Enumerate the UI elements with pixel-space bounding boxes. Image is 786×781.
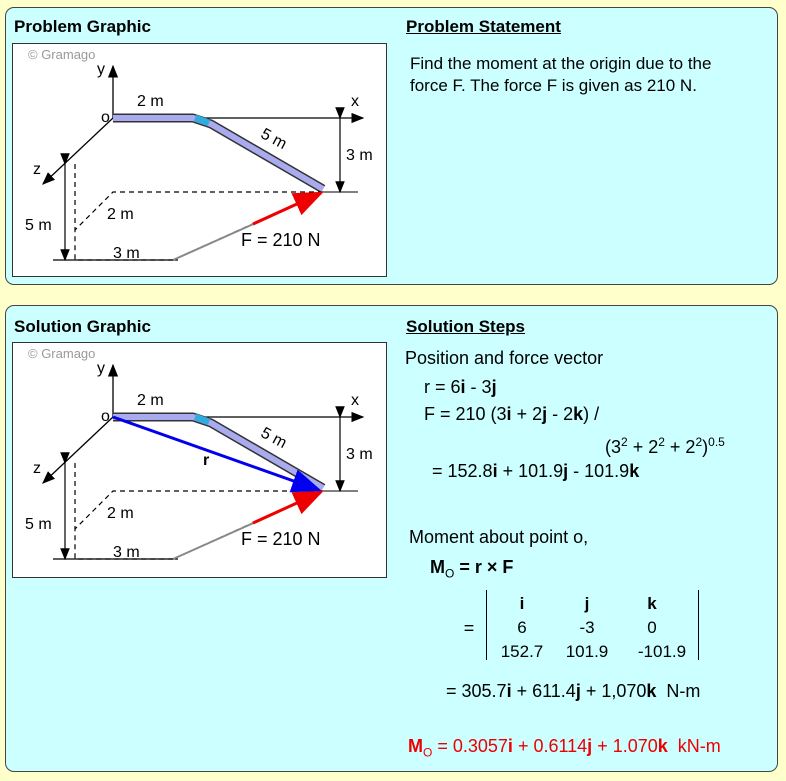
- problem-panel: [5, 7, 778, 285]
- z-axis-label: z: [33, 460, 41, 477]
- y-axis-label: y: [97, 61, 105, 78]
- pipe-elbow: [195, 118, 209, 123]
- r-label: r: [203, 452, 210, 469]
- matrix-h3: k: [647, 594, 657, 613]
- matrix-left-bar: [486, 590, 487, 660]
- matrix-r2c1: 152.7: [500, 642, 544, 661]
- step-f-result: = 152.8i + 101.9j - 101.9k: [432, 461, 640, 481]
- dim-5m-left-label: 5 m: [25, 516, 52, 533]
- watermark-text: © Gramago: [28, 346, 96, 361]
- solution-panel: [5, 305, 778, 772]
- origin-label: o: [101, 109, 110, 126]
- matrix-right-bar: [698, 590, 699, 660]
- step-position-force: Position and force vector: [405, 348, 604, 368]
- step-r-vector: r = 6i - 3j: [424, 377, 497, 397]
- step-moment-result: = 305.7i + 611.4j + 1,070k N-m: [446, 681, 701, 701]
- pipe-body: [113, 118, 323, 189]
- pipe-elbow: [195, 417, 209, 422]
- matrix-h2: j: [584, 594, 590, 613]
- dim-3m-right-label: 3 m: [346, 147, 373, 164]
- dim-5m-diag-label: 5 m: [257, 424, 290, 453]
- force-arrow: [253, 492, 321, 523]
- problem-figure: [12, 43, 387, 277]
- matrix-r2c2: 101.9: [565, 642, 609, 661]
- x-axis-label: x: [351, 392, 359, 409]
- dim-5m-left-label: 5 m: [25, 217, 52, 234]
- matrix-r2c3: -101.9: [637, 642, 687, 661]
- step-f-vector: F = 210 (3i + 2j - 2k) /: [424, 404, 600, 424]
- matrix-r1c1: 6: [517, 618, 527, 637]
- dim-3m-right-label: 3 m: [346, 446, 373, 463]
- force-arrow: [253, 193, 321, 224]
- dim-5m-diag-label: 5 m: [257, 125, 290, 154]
- z-axis-line: [43, 118, 113, 184]
- z-axis-line: [43, 417, 113, 483]
- problem-graphic-header: Problem Graphic: [14, 17, 151, 36]
- origin-label: o: [101, 408, 110, 425]
- y-axis-label: y: [97, 360, 105, 377]
- dim-2m-top-label: 2 m: [137, 93, 164, 110]
- dim-2m-floor-label: 2 m: [107, 206, 134, 223]
- step-moment-about-o: Moment about point o,: [409, 527, 589, 547]
- matrix-equals: =: [463, 618, 475, 638]
- final-answer: $M_O = 0.3057i + 0.6114j + 1.070k$ kN-m: [408, 736, 721, 760]
- step-mo-definition: $M_O = r \times F$: [430, 557, 514, 581]
- statement-line-2: force F. The force F is given as 210 N.: [410, 76, 697, 95]
- force-label: F = 210 N: [241, 529, 321, 549]
- x-axis-label: x: [351, 93, 359, 110]
- matrix-r1c3: 0: [647, 618, 657, 637]
- figure-svg: [13, 44, 386, 278]
- watermark-text: © Gramago: [28, 47, 96, 62]
- dim-3m-floor-label: 3 m: [113, 544, 140, 561]
- determinant-matrix: [462, 586, 712, 666]
- statement-line-1: Find the moment at the origin due to the: [410, 54, 712, 73]
- figure-svg: [13, 343, 386, 577]
- matrix-h1: i: [519, 594, 525, 613]
- dim-3m-floor-label: 3 m: [113, 245, 140, 262]
- dim-2m-top-label: 2 m: [137, 392, 164, 409]
- z-axis-label: z: [33, 161, 41, 178]
- problem-statement-header: Problem Statement: [406, 17, 561, 36]
- force-label: F = 210 N: [241, 230, 321, 250]
- solution-figure: [12, 342, 387, 578]
- matrix-r1c2: -3: [579, 618, 595, 637]
- step-f-magnitude: $(3^2 + 2^2 + 2^2)^{0.5}$: [605, 435, 725, 457]
- solution-graphic-header: Solution Graphic: [14, 317, 151, 336]
- solution-steps-header: Solution Steps: [406, 317, 525, 336]
- dim-2m-floor-label: 2 m: [107, 505, 134, 522]
